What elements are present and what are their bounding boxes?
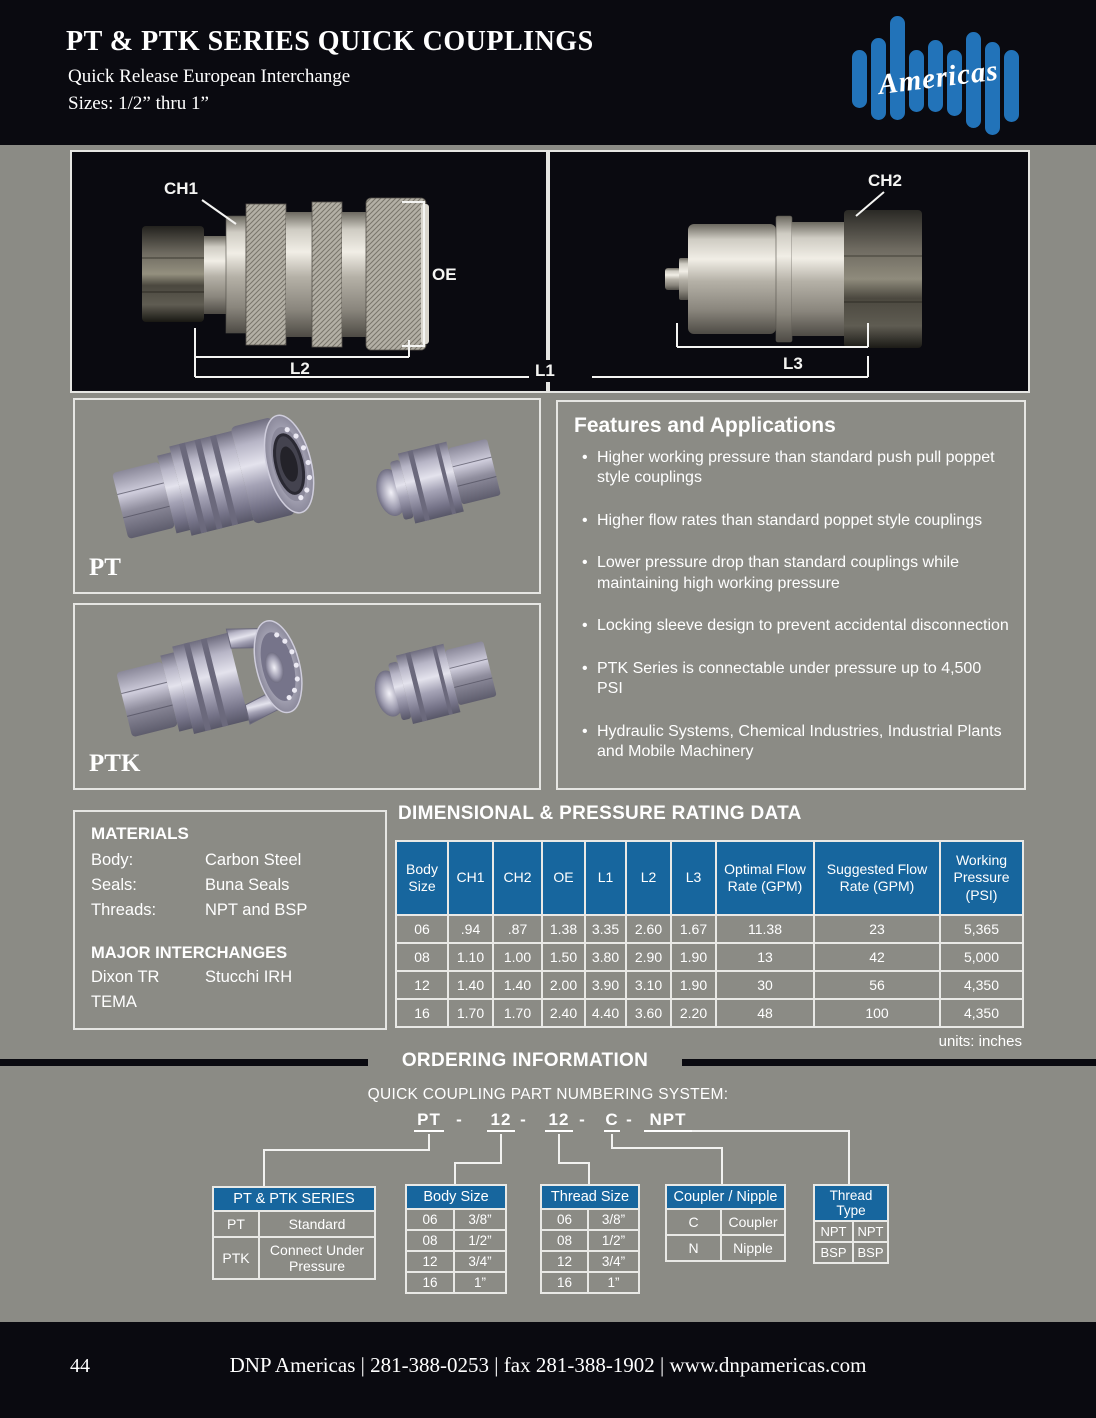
table-title: Coupler / Nipple [666, 1185, 785, 1209]
table-cell: 1.70 [493, 999, 542, 1027]
material-row [91, 898, 375, 923]
dim-label-oe: OE [432, 265, 457, 284]
material-row [91, 873, 375, 898]
column-header: Suggested Flow Rate (GPM) [814, 841, 940, 915]
table-row [406, 1251, 506, 1272]
nipple-photo [550, 152, 1028, 391]
feature-bullet: • Hydraulic Systems, Chemical Industries, Industrial Plants and Mobile Machinery [582, 722, 1010, 763]
table-cell: 3/8” [454, 1209, 506, 1230]
table-cell: 08 [396, 943, 448, 971]
table-cell: 1.40 [448, 971, 493, 999]
dim-label-l2: L2 [290, 359, 310, 378]
interchange-item: TEMA [91, 993, 137, 1011]
table-title: Thread Type [814, 1185, 888, 1221]
page-header [0, 0, 1096, 145]
table-cell: 2.90 [626, 943, 671, 971]
table-row [541, 1272, 639, 1293]
table-cell: 42 [814, 943, 940, 971]
materials-title: MATERIALS [91, 824, 189, 843]
table-cell: 30 [716, 971, 814, 999]
material-label: Threads: [91, 900, 157, 919]
table-cell: 5,365 [940, 915, 1023, 943]
feature-bullet: • Locking sleeve design to prevent accidental disconnection [582, 616, 1010, 636]
table-cell: PTK [213, 1237, 259, 1279]
table-cell: 06 [406, 1209, 454, 1230]
table-cell: 1.70 [448, 999, 493, 1027]
material-value: Buna Seals [205, 875, 290, 894]
coupler-photo [72, 152, 546, 391]
table-cell: 100 [814, 999, 940, 1027]
thread-size-lookup-table [540, 1184, 640, 1294]
column-header: CH2 [493, 841, 542, 915]
part-separator: - [520, 1110, 526, 1129]
ordering-title: ORDERING INFORMATION [401, 1050, 649, 1071]
pt-product-render [75, 400, 539, 592]
interchange-item: Stucchi IRH [205, 968, 293, 987]
table-cell: 56 [814, 971, 940, 999]
column-header: Optimal Flow Rate (GPM) [716, 841, 814, 915]
interchange-row [91, 965, 375, 990]
table-cell: 13 [716, 943, 814, 971]
dim-label-l3: L3 [783, 354, 803, 373]
table-cell: 16 [406, 1272, 454, 1293]
table-cell: 1.40 [493, 971, 542, 999]
ordering-divider-bar [0, 1059, 368, 1066]
footer-contact: DNP Americas | 281-388-0253 | fax 281-388-1902 | www.dnpamericas.com [229, 1353, 867, 1377]
table-cell: .87 [493, 915, 542, 943]
material-label: Body: [91, 851, 134, 869]
column-header: L1 [585, 841, 626, 915]
table-cell: 3/8” [588, 1209, 639, 1230]
table-cell: 1.10 [448, 943, 493, 971]
table-cell: .94 [448, 915, 493, 943]
pt-panel-label: PT [89, 554, 121, 581]
ordering-subtitle: QUICK COUPLING PART NUMBERING SYSTEM: [367, 1086, 729, 1103]
feature-bullet: • PTK Series is connectable under pressure up to 4,500 PSI [582, 659, 1010, 700]
ptk-product-panel [73, 603, 541, 790]
table-cell: 4,350 [940, 971, 1023, 999]
material-value: NPT and BSP [205, 900, 308, 919]
page-footer [0, 1322, 1096, 1418]
table-row [541, 1230, 639, 1251]
table-cell: 3.35 [585, 915, 626, 943]
table-title: Body Size [406, 1185, 506, 1209]
feature-bullet: • Higher working pressure than standard push pull poppet style couplings [582, 448, 1010, 489]
table-row [814, 1242, 888, 1263]
nipple-photo-panel [548, 150, 1030, 393]
table-cell: 3.80 [585, 943, 626, 971]
column-header: OE [542, 841, 585, 915]
ptk-product-render [75, 605, 539, 788]
series-lookup-table [212, 1186, 376, 1280]
ptk-panel-label: PTK [89, 750, 141, 777]
part-segment-thread-size: 12 [545, 1110, 573, 1132]
column-header: L3 [671, 841, 716, 915]
coupler-photo-panel [70, 150, 548, 393]
table-row [213, 1211, 375, 1237]
column-header: CH1 [448, 841, 493, 915]
table-cell: 5,000 [940, 943, 1023, 971]
table-cell: 1.90 [671, 971, 716, 999]
dim-label-ch2: CH2 [868, 171, 903, 190]
table-cell: 1” [588, 1272, 639, 1293]
coupler-nipple-lookup-table [665, 1184, 786, 1262]
table-row [396, 999, 1023, 1027]
table-row [406, 1272, 506, 1293]
table-row [406, 1230, 506, 1251]
pt-product-panel [73, 398, 541, 594]
table-cell: 1.67 [671, 915, 716, 943]
table-cell: 48 [716, 999, 814, 1027]
dnp-americas-logo [852, 10, 1027, 135]
table-cell: 2.00 [542, 971, 585, 999]
table-cell: 1.38 [542, 915, 585, 943]
table-cell: 3.60 [626, 999, 671, 1027]
table-row [541, 1209, 639, 1230]
dim-label-ch1: CH1 [164, 179, 199, 198]
table-cell: 23 [814, 915, 940, 943]
table-cell: 2.40 [542, 999, 585, 1027]
part-segment-coupler: C [604, 1110, 620, 1132]
feature-bullet: • Higher flow rates than standard poppet style couplings [582, 511, 1010, 531]
dimensional-title: DIMENSIONAL & PRESSURE RATING DATA [398, 803, 802, 824]
part-separator: - [456, 1110, 462, 1129]
table-title: PT & PTK SERIES [213, 1187, 375, 1211]
table-cell: 16 [396, 999, 448, 1027]
table-cell: 12 [406, 1251, 454, 1272]
table-cell: 06 [541, 1209, 588, 1230]
table-cell: Coupler [721, 1209, 785, 1235]
table-cell: 11.38 [716, 915, 814, 943]
part-separator: - [626, 1110, 632, 1129]
table-row [396, 971, 1023, 999]
table-cell: Standard [259, 1211, 375, 1237]
part-segment-thread-type: NPT [644, 1110, 692, 1132]
thread-type-lookup-table [813, 1184, 889, 1264]
page-sizes-line: Sizes: 1/2” thru 1” [68, 93, 209, 114]
part-separator: - [579, 1110, 585, 1129]
table-cell: 1/2” [588, 1230, 639, 1251]
column-header: Working Pressure (PSI) [940, 841, 1023, 915]
table-cell: 12 [541, 1251, 588, 1272]
table-cell: 2.60 [626, 915, 671, 943]
table-cell: 1” [454, 1272, 506, 1293]
materials-panel [73, 810, 387, 1030]
table-cell: 16 [541, 1272, 588, 1293]
table-row [213, 1237, 375, 1279]
page-subtitle: Quick Release European Interchange [68, 66, 351, 87]
table-cell: 3/4” [454, 1251, 506, 1272]
interchanges-title: MAJOR INTERCHANGES [91, 944, 288, 963]
table-row [814, 1221, 888, 1242]
table-cell: Connect Under Pressure [259, 1237, 375, 1279]
table-cell: BSP [814, 1242, 853, 1263]
ordering-divider-bar [682, 1059, 1096, 1066]
table-cell: 3.10 [626, 971, 671, 999]
interchange-row [91, 990, 375, 1015]
features-title: Features and Applications [574, 414, 836, 437]
table-row [396, 943, 1023, 971]
table-cell: 3/4” [588, 1251, 639, 1272]
table-cell: 4.40 [585, 999, 626, 1027]
table-cell: BSP [853, 1242, 888, 1263]
table-cell: 3.90 [585, 971, 626, 999]
body-size-lookup-table [405, 1184, 507, 1294]
table-row [541, 1251, 639, 1272]
material-row [91, 848, 375, 873]
page-number: 44 [70, 1355, 90, 1377]
table-cell: 08 [541, 1230, 588, 1251]
part-segment-series: PT [414, 1110, 444, 1132]
column-header: Body Size [396, 841, 448, 915]
material-value: Carbon Steel [205, 851, 302, 869]
part-segment-body-size: 12 [487, 1110, 515, 1132]
column-header: L2 [626, 841, 671, 915]
logo-bar [852, 50, 867, 108]
table-cell: 2.20 [671, 999, 716, 1027]
table-cell: 12 [396, 971, 448, 999]
feature-bullet: • Lower pressure drop than standard couplings while maintaining high working pressure [582, 553, 1010, 594]
table-cell: PT [213, 1211, 259, 1237]
table-cell: NPT [853, 1221, 888, 1242]
dim-label-l1: L1 [529, 360, 561, 382]
table-cell: Nipple [721, 1235, 785, 1261]
units-note: units: inches [938, 1033, 1022, 1050]
logo-americas-script: Americas [876, 54, 1001, 102]
table-cell: NPT [814, 1221, 853, 1242]
table-row [406, 1209, 506, 1230]
material-label: Seals: [91, 875, 137, 894]
table-cell: 1.90 [671, 943, 716, 971]
table-row [396, 915, 1023, 943]
dimensional-table [395, 840, 1024, 1028]
features-list [582, 448, 1010, 763]
table-cell: 1.50 [542, 943, 585, 971]
page-title: PT & PTK SERIES QUICK COUPLINGS [66, 26, 594, 57]
table-cell: 1.00 [493, 943, 542, 971]
table-cell: 1/2” [454, 1230, 506, 1251]
table-row [666, 1235, 785, 1261]
table-cell: 06 [396, 915, 448, 943]
interchange-item: Dixon TR [91, 968, 160, 987]
table-row [666, 1209, 785, 1235]
table-cell: N [666, 1235, 721, 1261]
dimension-diagram [70, 150, 1030, 393]
table-cell: 4,350 [940, 999, 1023, 1027]
table-cell: C [666, 1209, 721, 1235]
features-panel [556, 400, 1026, 790]
table-cell: 08 [406, 1230, 454, 1251]
table-title: Thread Size [541, 1185, 639, 1209]
